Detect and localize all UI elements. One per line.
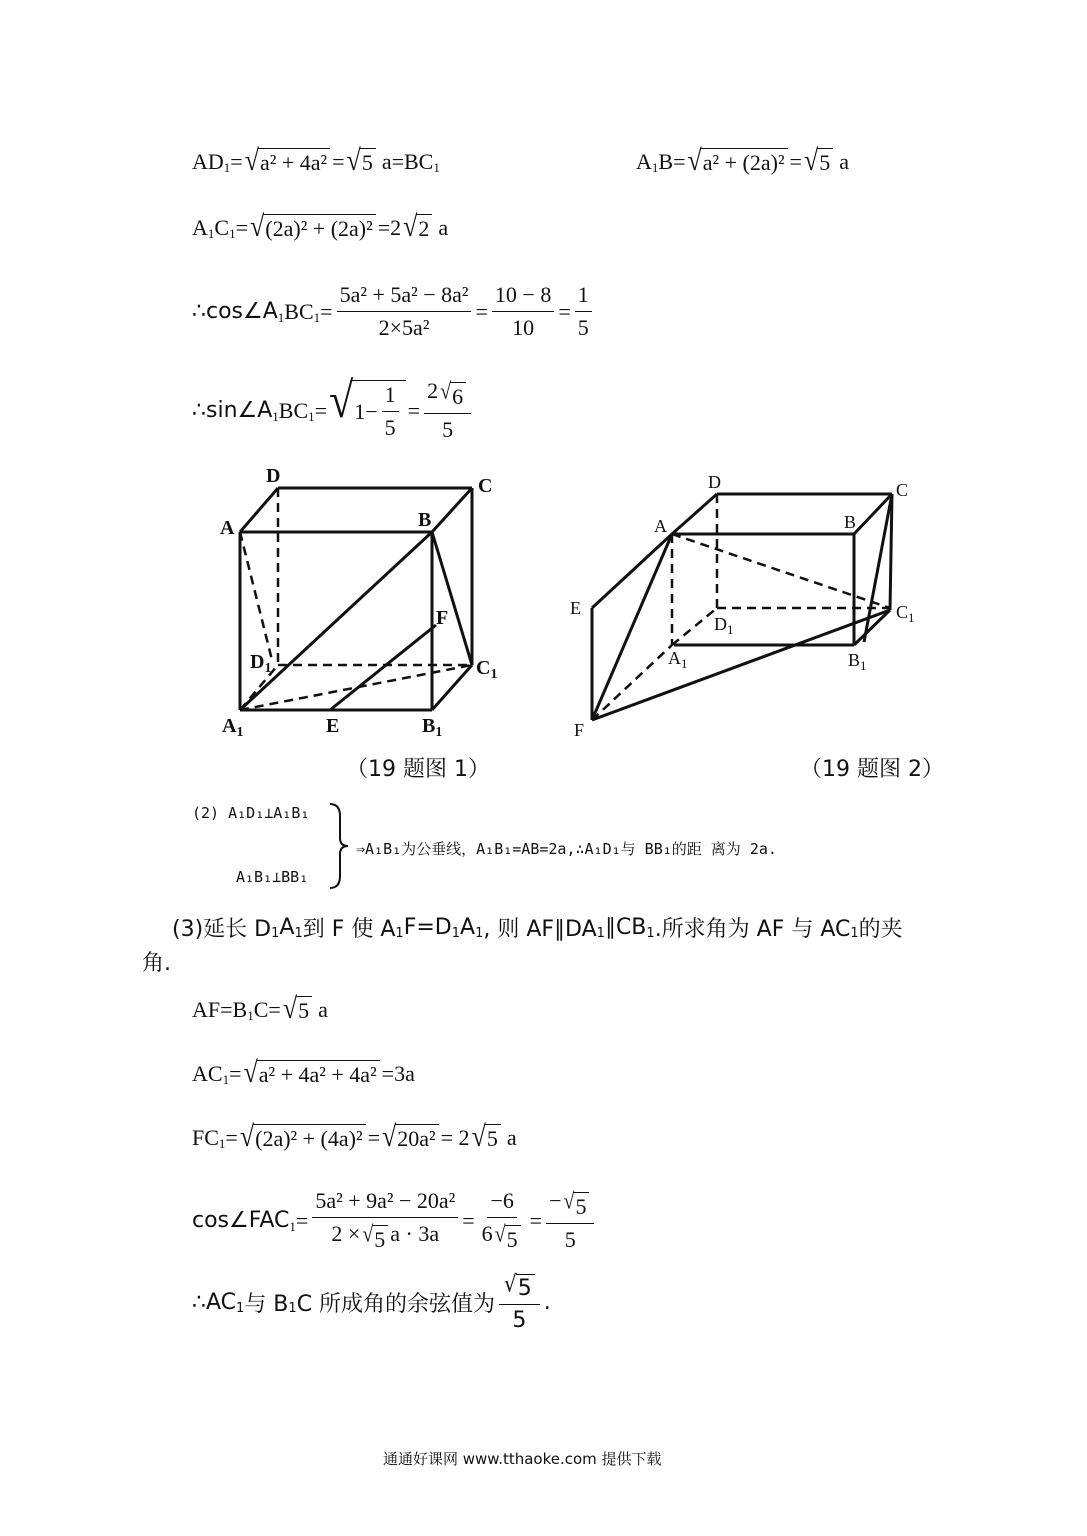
label-C1: $C_1$ (896, 602, 915, 625)
right-brace (326, 800, 350, 892)
part2-conclusion: ⇒A₁B₁为公垂线，A₁B₁=AB=2a,∴A₁D₁与 BB₁的距 离为 2a. (356, 840, 777, 858)
label-E: E (570, 598, 581, 618)
eq-cos-a1bc1: ∴cos∠A 1 BC 1 = $\frac{\text{5a² + 5a² − 8a²}}{\text{2×5a²}}$ = $\frac{10 - 8}{10}$ = $\frac{1}{5}$ (192, 282, 596, 341)
label-A1: $A_1$ (222, 715, 244, 740)
fraction: 5a² + 9a² − 20a² 2 × √ 5 a · 3a (312, 1188, 458, 1253)
label-B: B (844, 512, 857, 532)
final-conclusion: ∴AC 1 与 B 1 C 所成角的余弦值为 √ 5 5 . (192, 1269, 551, 1333)
figure-2 (562, 470, 932, 745)
label-A1: $A_1$ (668, 648, 688, 671)
label-B1: $B_1$ (848, 650, 867, 673)
label-B1: $B_1$ (422, 715, 443, 740)
fraction: $\frac{10 - 8}{10}$ (492, 282, 554, 341)
label-E: E (326, 715, 340, 737)
eq-af: AF=B 1 C= √ 5 a (192, 991, 328, 1025)
eq-sin-a1bc1: ∴sin∠A 1 BC 1 = √ 1− $\frac{1}{5}$ = 2 √ 6 5 (192, 378, 475, 443)
fraction: − √ 5 5 (546, 1188, 594, 1253)
eq-cos-fac1: cos∠FAC 1 = 5a² + 9a² − 20a² 2 × √ 5 a · 3a = −6 6 √ 5 = − √ 5 5 (192, 1188, 598, 1253)
eq-a1c1: A 1 C 1 = √ (2a)² + (2a)² =2 √ 2 a (192, 209, 449, 243)
fraction: $\frac{1}{5}$ (575, 282, 592, 341)
part3-intro: (3)延长 D 1 A 1 到 F 使 A 1 F=D 1 A 1 , 则 AF∥DA 1 ∥CB 1 .所求角为 AF 与 AC 1 的夹 (172, 915, 903, 942)
label-C: C (478, 475, 493, 497)
label-C1: $C_1$ (476, 657, 498, 682)
label-D1: $D_1$ (250, 651, 272, 676)
label-A: A (220, 517, 235, 539)
label-A: A (654, 516, 667, 536)
footer: 通通好课网 www.tthaoke.com 提供下载 (383, 1450, 662, 1468)
figure-1 (210, 460, 520, 740)
label-B: B (418, 509, 432, 531)
figure-1-caption: （19 题图 1） (346, 757, 490, 782)
figure-2-caption: （19 题图 2） (800, 757, 944, 782)
part3-intro-wrap: 角. (142, 951, 171, 976)
eq-fc1: FC 1 = √ (2a)² + (4a)² = √ 20a² = 2 √ 5 a (192, 1119, 517, 1153)
label-F: F (436, 607, 449, 629)
label-C: C (896, 480, 909, 500)
part2-line1: (2) A₁D₁⊥A₁B₁ (192, 804, 310, 822)
label-D1: $D_1$ (714, 614, 734, 637)
label-F: F (574, 720, 585, 740)
label-D: D (708, 472, 721, 492)
label-D: D (266, 465, 281, 487)
eq-a1b: A 1 B= √ a² + (2a)² = √ 5 a (636, 143, 850, 177)
eq-ac1: AC 1 = √ a² + 4a² + 4a² =3a (192, 1055, 415, 1089)
part2-line2: A₁B₁⊥BB₁ (236, 868, 309, 886)
fraction: $\frac{\text{5a² + 5a² − 8a²}}{\text{2×5a²}}$ (337, 282, 472, 341)
fraction: −6 6 √ 5 (479, 1188, 526, 1253)
fraction: √ 5 5 (499, 1272, 540, 1333)
fraction: 2 √ 6 5 (424, 378, 471, 443)
eq-ad1: AD 1 = √ a² + 4a² = √ 5 a=BC 1 (192, 143, 440, 177)
